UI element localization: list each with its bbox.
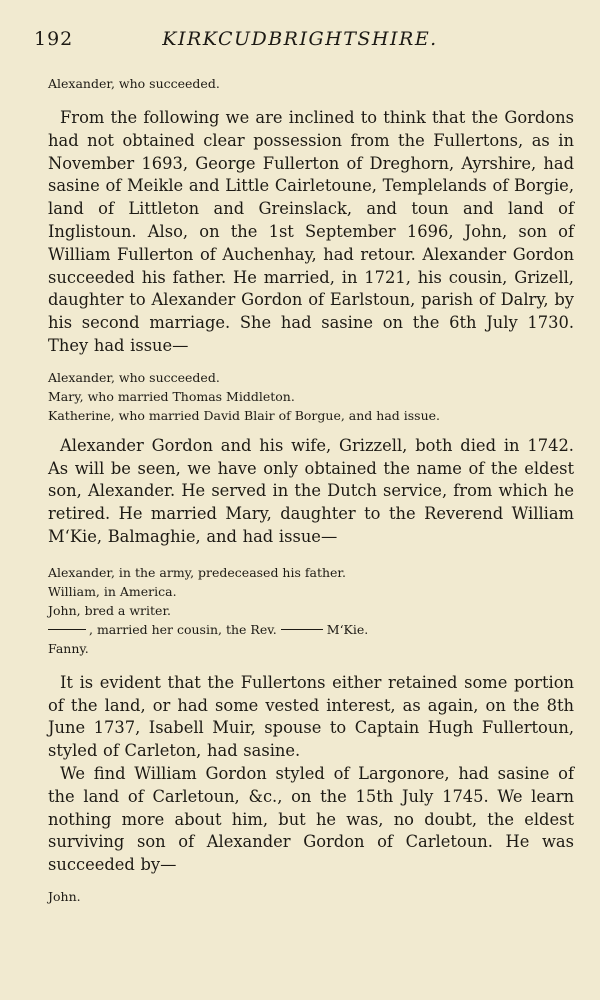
list-item: Katherine, who married David Blair of Borgue, and had issue. <box>48 407 441 423</box>
paragraph-1: From the following we are inclined to think that the Gordons had not obtained clear possession from the Fullertons, as in November 1693, George Fullerton of Dreghorn, Ayrshire, had sasine of Meikle and Little Cairletoune, Templelands of Borgie, land of Littleton and Greinslack, and toun and land of Inglistoun. Also, on the 1st September 1696, John, son of William Fullerton of Auchenhay, had retour. Alexander Gordon succeeded his father. He married, in 1721, his cousin, Grizell, daughter to Alexander Gordon of Earlstoun, parish of Dalry, by his second marriage. She had sasine on the 6th July 1730. They had issue— <box>48 108 574 355</box>
paragraph-2: Alexander Gordon and his wife, Grizzell, both died in 1742. As will be seen, we have only obtained the name of the eldest son, Alexander. He served in the Dutch service, from which he retired. He married Mary, daughter to the Reverend William M‘Kie, Balmaghie, and had issue— <box>48 435 574 546</box>
issue-list-2 <box>48 563 574 658</box>
list-item: William, in America. <box>48 583 177 599</box>
list-item: Alexander, who succeeded. <box>48 369 220 385</box>
list-item: Mary, who married Thomas Middleton. <box>48 388 295 404</box>
blank-name-dash <box>48 629 86 630</box>
paragraph-4: We find William Gordon styled of Largonore, had sasine of the land of Carletoun, &c., on the 15th July 1745. We learn nothing more about him, but he was, no doubt, the eldest surviving son of Alexander Gordon of Carletoun. He was succeeded by— <box>48 763 574 875</box>
page-number: 192 <box>34 28 74 50</box>
page-body <box>48 74 574 906</box>
list-item: Fanny. <box>48 640 89 656</box>
list-item-text: M‘Kie. <box>326 621 369 637</box>
paragraph-3: It is evident that the Fullertons either retained some portion of the land, or had some vested interest, as again, on the 8th June 1737, Isabell Muir, spouse to Captain Hugh Fullertoun, styled of Carleton, had sasine. <box>48 672 574 761</box>
issue-list-1 <box>48 368 574 425</box>
list-item: Alexander, in the army, predeceased his father. <box>48 564 346 580</box>
intro-line: Alexander, who succeeded. <box>48 76 220 91</box>
list-item-text: , married her cousin, the Rev. <box>89 621 277 637</box>
blank-name-dash <box>281 629 323 630</box>
list-item <box>48 620 574 639</box>
closing-line: John. <box>48 888 81 904</box>
page-header <box>26 28 574 52</box>
running-head: KIRKCUDBRIGHTSHIRE. <box>162 28 438 50</box>
list-item: John, bred a writer. <box>48 602 172 618</box>
